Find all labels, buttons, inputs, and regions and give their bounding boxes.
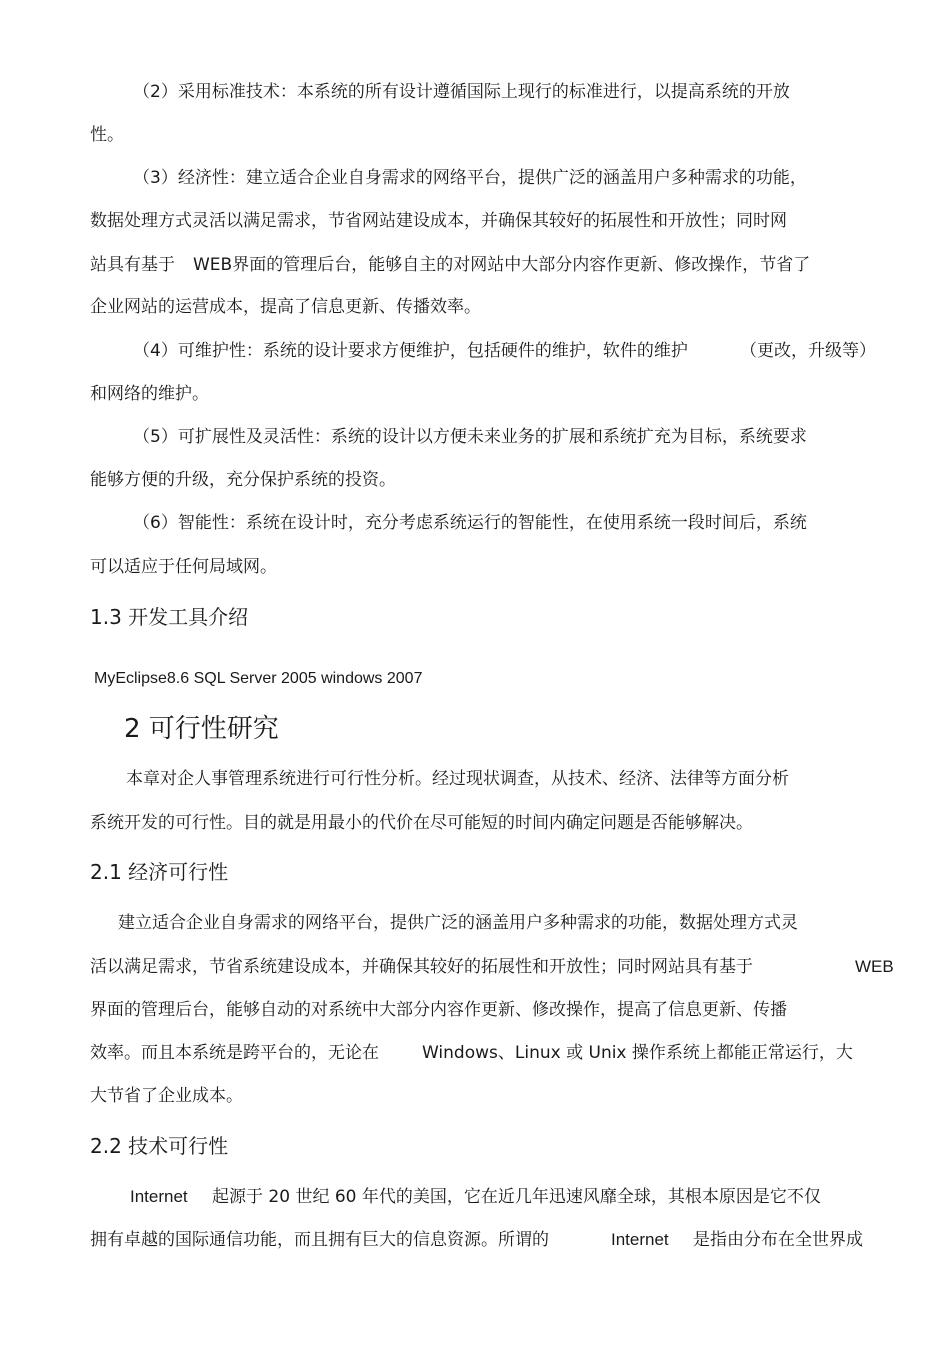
chapter-2-heading: 2 可行性研究: [124, 714, 279, 744]
section-2-1-line-2b: WEB: [855, 957, 894, 976]
section-2-2-heading: 2.2 技术可行性: [90, 1134, 229, 1158]
item-4-line-2: 和网络的维护。: [90, 384, 209, 404]
item-6-line-2: 可以适应于任何局域网。: [90, 557, 277, 577]
item-2-line-1: （2）采用标准技术：本系统的所有设计遵循国际上现行的标准进行，以提高系统的开放: [133, 82, 790, 102]
section-2-1-line-2a: 活以满足需求，节省系统建设成本，并确保其较好的拓展性和开放性；同时网站具有基于: [90, 957, 753, 977]
section-2-2-line-2b: Internet: [611, 1230, 669, 1249]
section-2-1-line-5: 大节省了企业成本。: [90, 1086, 243, 1106]
section-2-1-line-1: 建立适合企业自身需求的网络平台，提供广泛的涵盖用户多种需求的功能，数据处理方式灵: [118, 913, 798, 933]
section-2-1-line-4a: 效率。而且本系统是跨平台的，无论在: [90, 1043, 379, 1063]
item-3-line-3b: WEB界面的管理后台，能够自主的对网站中大部分内容作更新、修改操作，节省了: [193, 255, 811, 275]
item-6-line-1: （6）智能性：系统在设计时，充分考虑系统运行的智能性，在使用系统一段时间后，系统: [133, 513, 807, 533]
chapter-2-intro-line-2: 系统开发的可行性。目的就是用最小的代价在尽可能短的时间内确定问题是否能够解决。: [90, 813, 753, 833]
section-2-2-line-2a: 拥有卓越的国际通信功能，而且拥有巨大的信息资源。所谓的: [90, 1230, 549, 1250]
section-2-2-line-2c: 是指由分布在全世界成: [693, 1230, 863, 1250]
item-4-line-1b: （更改，升级等）: [740, 341, 876, 361]
section-1-3-heading: 1.3 开发工具介绍: [90, 605, 249, 629]
section-2-2-line-1b: 起源于 20 世纪 60 年代的美国，它在近几年迅速风靡全球，其根本原因是它不仅: [212, 1187, 821, 1207]
section-2-1-heading: 2.1 经济可行性: [90, 860, 229, 884]
item-3-line-4: 企业网站的运营成本，提高了信息更新、传播效率。: [90, 297, 481, 317]
item-3-line-2: 数据处理方式灵活以满足需求，节省网站建设成本，并确保其较好的拓展性和开放性；同时网: [90, 211, 787, 231]
section-2-1-line-3: 界面的管理后台，能够自动的对系统中大部分内容作更新、修改操作，提高了信息更新、传播: [90, 1000, 787, 1020]
item-4-line-1a: （4）可维护性：系统的设计要求方便维护，包括硬件的维护，软件的维护: [133, 341, 688, 361]
item-3-line-1: （3）经济性：建立适合企业自身需求的网络平台，提供广泛的涵盖用户多种需求的功能，: [133, 168, 807, 188]
item-5-line-1: （5）可扩展性及灵活性：系统的设计以方便未来业务的扩展和系统扩充为目标，系统要求: [133, 427, 807, 447]
item-3-line-3a: 站具有基于: [90, 255, 175, 275]
section-2-2-line-1a: Internet: [130, 1187, 188, 1206]
item-5-line-2: 能够方便的升级，充分保护系统的投资。: [90, 470, 396, 490]
item-2-line-2: 性。: [90, 125, 124, 145]
section-2-1-line-4b: Windows、Linux 或 Unix 操作系统上都能正常运行，大: [422, 1043, 853, 1063]
dev-tools-list: MyEclipse8.6 SQL Server 2005 windows 2007: [94, 670, 423, 687]
chapter-2-intro-line-1: 本章对企人事管理系统进行可行性分析。经过现状调查，从技术、经济、法律等方面分析: [126, 769, 789, 789]
